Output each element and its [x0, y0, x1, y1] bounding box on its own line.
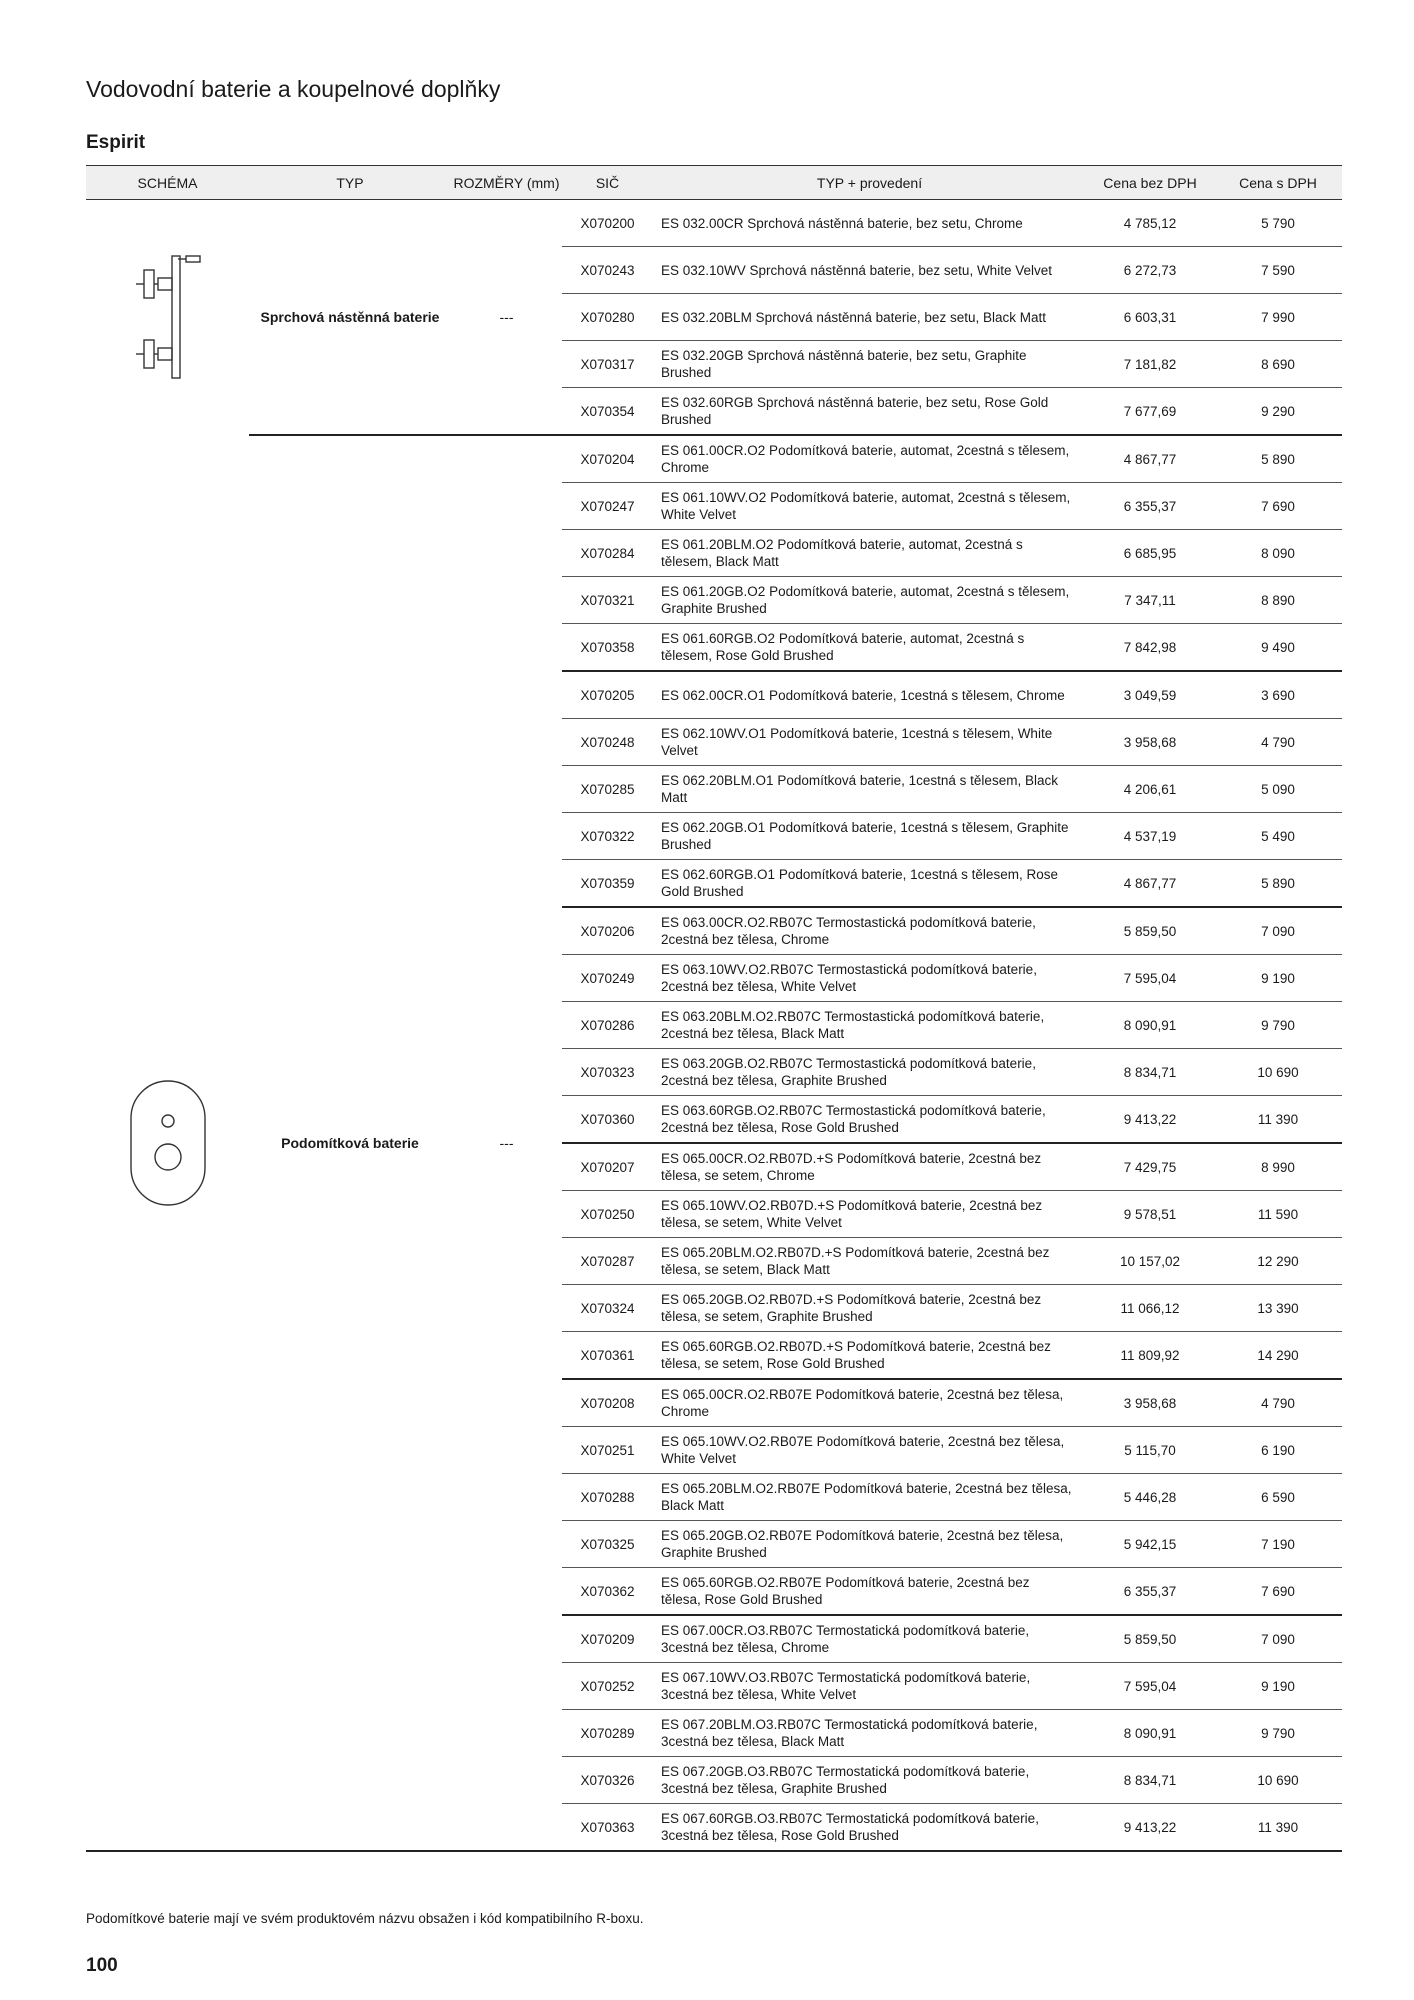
cell-sic: X070286	[562, 1002, 653, 1049]
cell-price-without-vat: 7 842,98	[1086, 624, 1214, 672]
cell-price-without-vat: 10 157,02	[1086, 1238, 1214, 1285]
cell-price-without-vat: 5 115,70	[1086, 1427, 1214, 1474]
cell-price-without-vat: 6 355,37	[1086, 483, 1214, 530]
cell-sic: X070285	[562, 766, 653, 813]
cell-price-with-vat: 7 690	[1214, 1568, 1342, 1616]
cell-sic: X070288	[562, 1474, 653, 1521]
cell-description: ES 065.10WV.O2.RB07E Podomítková baterie, 2cestná bez tělesa, White Velvet	[653, 1427, 1086, 1474]
cell-description: ES 032.00CR Sprchová nástěnná baterie, bez setu, Chrome	[653, 200, 1086, 247]
col-header-schema: SCHÉMA	[86, 166, 249, 200]
cell-sic: X070287	[562, 1238, 653, 1285]
cell-description: ES 063.20GB.O2.RB07C Termostastická podomítková baterie, 2cestná bez tělesa, Graphite Brushed	[653, 1049, 1086, 1096]
cell-sic: X070324	[562, 1285, 653, 1332]
group-rozmery: ---	[451, 435, 562, 1851]
cell-price-with-vat: 10 690	[1214, 1757, 1342, 1804]
cell-description: ES 032.20BLM Sprchová nástěnná baterie, bez setu, Black Matt	[653, 294, 1086, 341]
schema-diagram	[86, 435, 249, 1851]
cell-price-without-vat: 5 446,28	[1086, 1474, 1214, 1521]
col-header-rozmery: ROZMĚRY (mm)	[451, 166, 562, 200]
cell-price-with-vat: 7 690	[1214, 483, 1342, 530]
cell-price-without-vat: 8 090,91	[1086, 1710, 1214, 1757]
table-row	[86, 435, 1342, 483]
cell-sic: X070251	[562, 1427, 653, 1474]
cell-price-with-vat: 3 690	[1214, 671, 1342, 719]
cell-description: ES 065.20GB.O2.RB07D.+S Podomítková baterie, 2cestná bez tělesa, se setem, Graphite Brushed	[653, 1285, 1086, 1332]
cell-description: ES 067.20GB.O3.RB07C Termostatická podomítková baterie, 3cestná bez tělesa, Graphite Brushed	[653, 1757, 1086, 1804]
col-header-typ-provedeni: TYP + provedení	[653, 166, 1086, 200]
cell-description: ES 032.60RGB Sprchová nástěnná baterie, bez setu, Rose Gold Brushed	[653, 388, 1086, 436]
cell-description: ES 062.20BLM.O1 Podomítková baterie, 1cestná s tělesem, Black Matt	[653, 766, 1086, 813]
group-typ: Sprchová nástěnná baterie	[249, 200, 451, 436]
cell-description: ES 032.10WV Sprchová nástěnná baterie, bez setu, White Velvet	[653, 247, 1086, 294]
cell-description: ES 065.10WV.O2.RB07D.+S Podomítková baterie, 2cestná bez tělesa, se setem, White Velvet	[653, 1191, 1086, 1238]
cell-price-with-vat: 5 490	[1214, 813, 1342, 860]
cell-price-with-vat: 8 890	[1214, 577, 1342, 624]
cell-sic: X070252	[562, 1663, 653, 1710]
cell-sic: X070354	[562, 388, 653, 436]
cell-sic: X070321	[562, 577, 653, 624]
cell-sic: X070284	[562, 530, 653, 577]
cell-price-without-vat: 8 834,71	[1086, 1757, 1214, 1804]
col-header-sic: SIČ	[562, 166, 653, 200]
cell-price-without-vat: 9 413,22	[1086, 1096, 1214, 1144]
cell-price-without-vat: 3 049,59	[1086, 671, 1214, 719]
cell-price-without-vat: 4 867,77	[1086, 435, 1214, 483]
footnote: Podomítkové baterie mají ve svém produktovém názvu obsažen i kód kompatibilního R-boxu.	[86, 1911, 644, 1926]
col-header-typ: TYP	[249, 166, 451, 200]
cell-sic: X070209	[562, 1615, 653, 1663]
cell-price-with-vat: 4 790	[1214, 1379, 1342, 1427]
cell-price-without-vat: 6 272,73	[1086, 247, 1214, 294]
cell-price-with-vat: 5 790	[1214, 200, 1342, 247]
cell-description: ES 063.60RGB.O2.RB07C Termostastická podomítková baterie, 2cestná bez tělesa, Rose Gold Brushed	[653, 1096, 1086, 1144]
cell-sic: X070208	[562, 1379, 653, 1427]
cell-description: ES 063.10WV.O2.RB07C Termostastická podomítková baterie, 2cestná bez tělesa, White Velvet	[653, 955, 1086, 1002]
cell-price-with-vat: 10 690	[1214, 1049, 1342, 1096]
cell-sic: X070205	[562, 671, 653, 719]
cell-sic: X070358	[562, 624, 653, 672]
cell-description: ES 067.10WV.O3.RB07C Termostatická podomítková baterie, 3cestná bez tělesa, White Velvet	[653, 1663, 1086, 1710]
concealed-mixer-plate-diagram-icon	[86, 1073, 249, 1213]
cell-price-with-vat: 9 790	[1214, 1002, 1342, 1049]
cell-price-with-vat: 9 290	[1214, 388, 1342, 436]
cell-description: ES 032.20GB Sprchová nástěnná baterie, bez setu, Graphite Brushed	[653, 341, 1086, 388]
cell-sic: X070289	[562, 1710, 653, 1757]
cell-price-without-vat: 11 066,12	[1086, 1285, 1214, 1332]
cell-price-without-vat: 8 834,71	[1086, 1049, 1214, 1096]
cell-description: ES 062.60RGB.O1 Podomítková baterie, 1cestná s tělesem, Rose Gold Brushed	[653, 860, 1086, 908]
cell-description: ES 067.20BLM.O3.RB07C Termostatická podomítková baterie, 3cestná bez tělesa, Black Matt	[653, 1710, 1086, 1757]
cell-price-with-vat: 7 090	[1214, 907, 1342, 955]
cell-price-without-vat: 11 809,92	[1086, 1332, 1214, 1380]
cell-description: ES 067.00CR.O3.RB07C Termostatická podomítková baterie, 3cestná bez tělesa, Chrome	[653, 1615, 1086, 1663]
cell-price-with-vat: 7 190	[1214, 1521, 1342, 1568]
cell-description: ES 065.20GB.O2.RB07E Podomítková baterie, 2cestná bez tělesa, Graphite Brushed	[653, 1521, 1086, 1568]
cell-price-without-vat: 6 685,95	[1086, 530, 1214, 577]
cell-sic: X070247	[562, 483, 653, 530]
group-typ: Podomítková baterie	[249, 435, 451, 1851]
cell-price-without-vat: 5 859,50	[1086, 907, 1214, 955]
cell-price-with-vat: 9 790	[1214, 1710, 1342, 1757]
cell-price-with-vat: 9 190	[1214, 955, 1342, 1002]
cell-price-with-vat: 11 390	[1214, 1096, 1342, 1144]
product-table	[86, 165, 1342, 1852]
cell-sic: X070361	[562, 1332, 653, 1380]
cell-sic: X070243	[562, 247, 653, 294]
cell-price-without-vat: 4 867,77	[1086, 860, 1214, 908]
col-header-cena-bez-dph: Cena bez DPH	[1086, 166, 1214, 200]
cell-sic: X070249	[562, 955, 653, 1002]
cell-description: ES 061.20BLM.O2 Podomítková baterie, automat, 2cestná s tělesem, Black Matt	[653, 530, 1086, 577]
cell-price-with-vat: 4 790	[1214, 719, 1342, 766]
cell-price-with-vat: 6 190	[1214, 1427, 1342, 1474]
cell-sic: X070325	[562, 1521, 653, 1568]
cell-sic: X070207	[562, 1143, 653, 1191]
cell-description: ES 065.60RGB.O2.RB07E Podomítková baterie, 2cestná bez tělesa, Rose Gold Brushed	[653, 1568, 1086, 1616]
cell-price-with-vat: 5 890	[1214, 860, 1342, 908]
cell-price-with-vat: 8 990	[1214, 1143, 1342, 1191]
cell-description: ES 065.20BLM.O2.RB07D.+S Podomítková baterie, 2cestná bez tělesa, se setem, Black Matt	[653, 1238, 1086, 1285]
cell-price-with-vat: 7 990	[1214, 294, 1342, 341]
cell-price-with-vat: 14 290	[1214, 1332, 1342, 1380]
cell-price-without-vat: 4 537,19	[1086, 813, 1214, 860]
cell-description: ES 065.00CR.O2.RB07D.+S Podomítková baterie, 2cestná bez tělesa, se setem, Chrome	[653, 1143, 1086, 1191]
cell-description: ES 065.00CR.O2.RB07E Podomítková baterie, 2cestná bez tělesa, Chrome	[653, 1379, 1086, 1427]
cell-sic: X070200	[562, 200, 653, 247]
cell-sic: X070250	[562, 1191, 653, 1238]
cell-price-without-vat: 6 355,37	[1086, 1568, 1214, 1616]
cell-price-with-vat: 5 090	[1214, 766, 1342, 813]
cell-price-with-vat: 12 290	[1214, 1238, 1342, 1285]
cell-price-without-vat: 8 090,91	[1086, 1002, 1214, 1049]
col-header-cena-s-dph: Cena s DPH	[1214, 166, 1342, 200]
cell-description: ES 067.60RGB.O3.RB07C Termostatická podomítková baterie, 3cestná bez tělesa, Rose Gold Brushed	[653, 1804, 1086, 1852]
cell-description: ES 061.20GB.O2 Podomítková baterie, automat, 2cestná s tělesem, Graphite Brushed	[653, 577, 1086, 624]
cell-sic: X070322	[562, 813, 653, 860]
cell-sic: X070362	[562, 1568, 653, 1616]
cell-description: ES 061.60RGB.O2 Podomítková baterie, automat, 2cestná s tělesem, Rose Gold Brushed	[653, 624, 1086, 672]
page-number: 100	[86, 1955, 118, 1976]
cell-price-without-vat: 4 206,61	[1086, 766, 1214, 813]
cell-description: ES 061.00CR.O2 Podomítková baterie, automat, 2cestná s tělesem, Chrome	[653, 435, 1086, 483]
cell-sic: X070204	[562, 435, 653, 483]
cell-price-with-vat: 7 090	[1214, 1615, 1342, 1663]
cell-description: ES 063.20BLM.O2.RB07C Termostastická podomítková baterie, 2cestná bez tělesa, Black Matt	[653, 1002, 1086, 1049]
cell-price-without-vat: 5 859,50	[1086, 1615, 1214, 1663]
cell-description: ES 063.00CR.O2.RB07C Termostastická podomítková baterie, 2cestná bez tělesa, Chrome	[653, 907, 1086, 955]
table-header-row	[86, 166, 1342, 200]
cell-price-without-vat: 7 347,11	[1086, 577, 1214, 624]
cell-price-without-vat: 7 181,82	[1086, 341, 1214, 388]
cell-price-with-vat: 5 890	[1214, 435, 1342, 483]
cell-price-without-vat: 7 595,04	[1086, 955, 1214, 1002]
cell-price-with-vat: 8 690	[1214, 341, 1342, 388]
cell-price-with-vat: 9 490	[1214, 624, 1342, 672]
cell-price-with-vat: 13 390	[1214, 1285, 1342, 1332]
cell-sic: X070359	[562, 860, 653, 908]
cell-description: ES 062.00CR.O1 Podomítková baterie, 1cestná s tělesem, Chrome	[653, 671, 1086, 719]
cell-price-without-vat: 7 677,69	[1086, 388, 1214, 436]
group-rozmery: ---	[451, 200, 562, 436]
cell-description: ES 062.10WV.O1 Podomítková baterie, 1cestná s tělesem, White Velvet	[653, 719, 1086, 766]
cell-price-without-vat: 6 603,31	[1086, 294, 1214, 341]
cell-description: ES 065.20BLM.O2.RB07E Podomítková baterie, 2cestná bez tělesa, Black Matt	[653, 1474, 1086, 1521]
cell-description: ES 065.60RGB.O2.RB07D.+S Podomítková baterie, 2cestná bez tělesa, se setem, Rose Gold Brushed	[653, 1332, 1086, 1380]
cell-price-without-vat: 4 785,12	[1086, 200, 1214, 247]
cell-price-with-vat: 9 190	[1214, 1663, 1342, 1710]
cell-price-without-vat: 3 958,68	[1086, 1379, 1214, 1427]
table-row	[86, 200, 1342, 247]
cell-price-without-vat: 5 942,15	[1086, 1521, 1214, 1568]
cell-sic: X070280	[562, 294, 653, 341]
cell-sic: X070323	[562, 1049, 653, 1096]
cell-price-without-vat: 9 413,22	[1086, 1804, 1214, 1852]
cell-price-without-vat: 3 958,68	[1086, 719, 1214, 766]
cell-price-without-vat: 9 578,51	[1086, 1191, 1214, 1238]
cell-description: ES 062.20GB.O1 Podomítková baterie, 1cestná s tělesem, Graphite Brushed	[653, 813, 1086, 860]
page-title: Vodovodní baterie a koupelnové doplňky	[86, 76, 501, 102]
cell-sic: X070317	[562, 341, 653, 388]
cell-price-with-vat: 8 090	[1214, 530, 1342, 577]
cell-price-without-vat: 7 429,75	[1086, 1143, 1214, 1191]
cell-price-with-vat: 6 590	[1214, 1474, 1342, 1521]
cell-price-with-vat: 11 390	[1214, 1804, 1342, 1852]
cell-sic: X070248	[562, 719, 653, 766]
cell-price-with-vat: 7 590	[1214, 247, 1342, 294]
cell-sic: X070206	[562, 907, 653, 955]
cell-sic: X070363	[562, 1804, 653, 1852]
section-title: Espirit	[86, 132, 146, 153]
cell-sic: X070360	[562, 1096, 653, 1144]
cell-description: ES 061.10WV.O2 Podomítková baterie, automat, 2cestná s tělesem, White Velvet	[653, 483, 1086, 530]
cell-sic: X070326	[562, 1757, 653, 1804]
cell-price-without-vat: 7 595,04	[1086, 1663, 1214, 1710]
wall-shower-mixer-diagram-icon	[86, 248, 249, 388]
schema-diagram	[86, 200, 249, 436]
cell-price-with-vat: 11 590	[1214, 1191, 1342, 1238]
